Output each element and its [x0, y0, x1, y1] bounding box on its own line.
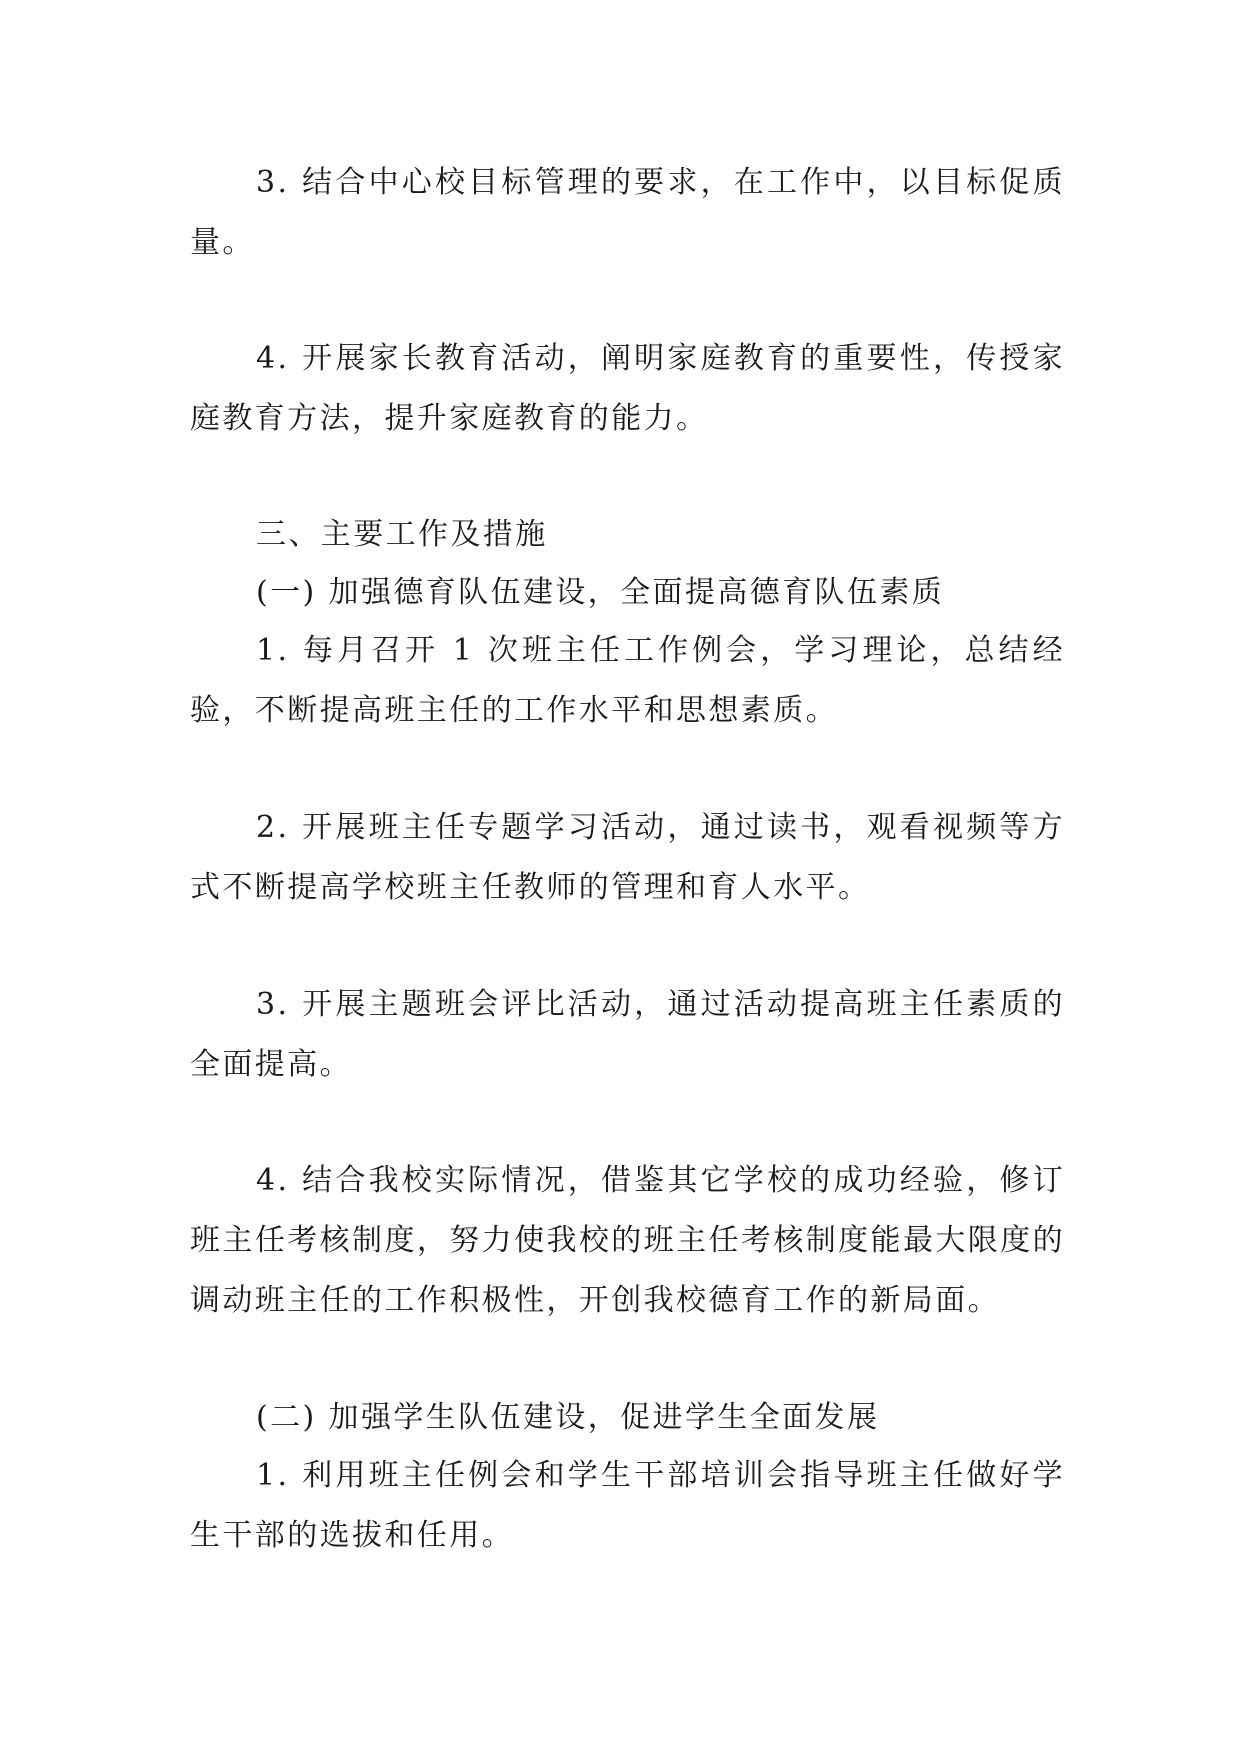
- paragraph-class-meeting-contest: 3. 开展主题班会评比活动，通过活动提高班主任素质的全面提高。: [190, 987, 1065, 1082]
- paragraph-topic-study: 2. 开展班主任专题学习活动，通过读书，观看视频等方式不断提高学校班主任教师的管理和育人水平。: [190, 810, 1065, 905]
- paragraph-student-cadre: 1. 利用班主任例会和学生干部培训会指导班主任做好学生干部的选拔和任用。: [190, 1458, 1065, 1553]
- subsection-heading-moral-team: (一) 加强德育队伍建设，全面提高德育队伍素质: [256, 575, 945, 610]
- paragraph-target-quality: 3. 结合中心校目标管理的要求，在工作中，以目标促质量。: [190, 165, 1065, 260]
- paragraph-monthly-meeting: 1. 每月召开 1 次班主任工作例会，学习理论，总结经验，不断提高班主任的工作水平和思想素质。: [190, 633, 1065, 728]
- paragraph-parent-education: 4. 开展家长教育活动，阐明家庭教育的重要性，传授家庭教育方法，提升家庭教育的能力。: [190, 341, 1065, 436]
- subsection-heading-student-team: (二) 加强学生队伍建设，促进学生全面发展: [256, 1400, 880, 1435]
- paragraph-assessment-system: 4. 结合我校实际情况，借鉴其它学校的成功经验，修订班主任考核制度，努力使我校的班主任考核制度能最大限度的调动班主任的工作积极性，开创我校德育工作的新局面。: [190, 1163, 1065, 1318]
- section-heading-main-work: 三、主要工作及措施: [256, 517, 548, 552]
